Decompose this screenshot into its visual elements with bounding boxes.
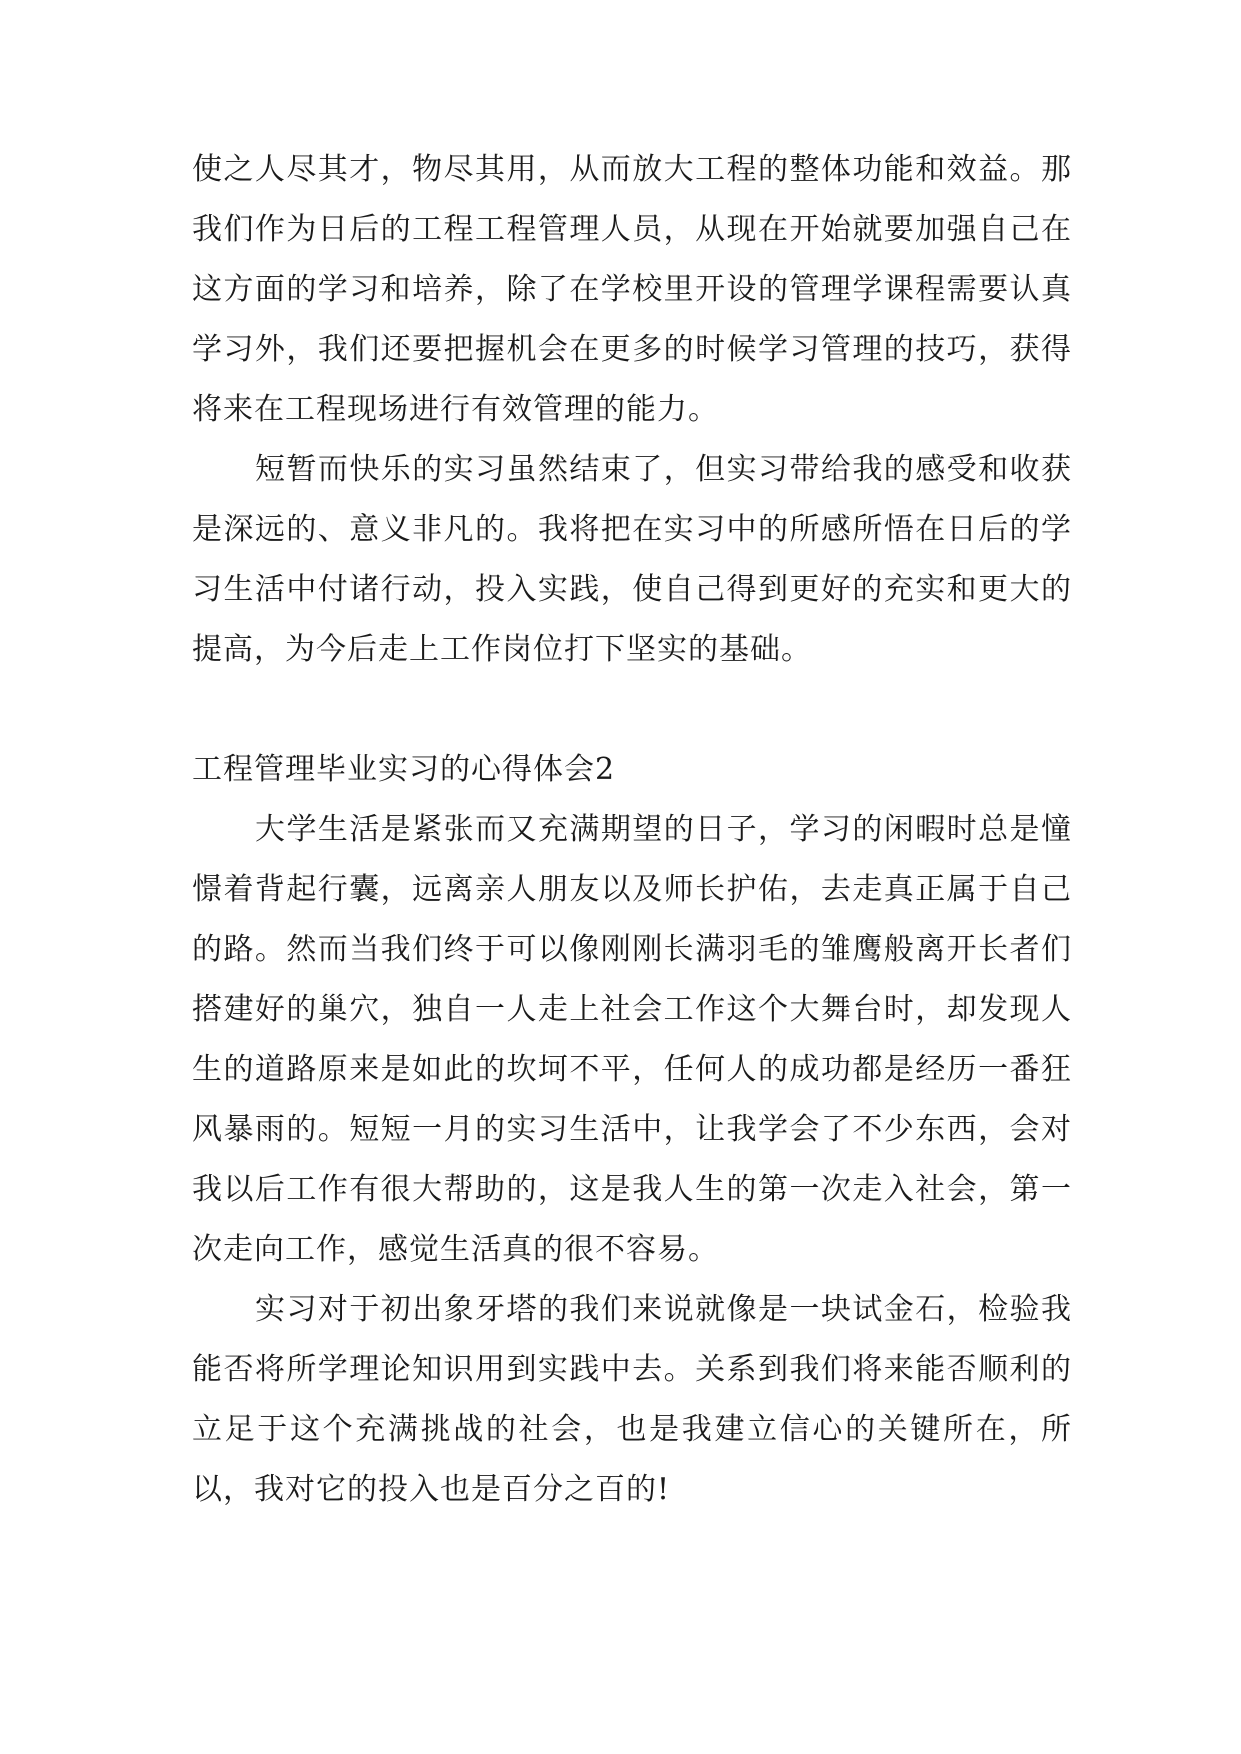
document-page	[192, 140, 1072, 1520]
section-paragraph-2: 实习对于初出象牙塔的我们来说就像是一块试金石，检验我能否将所学理论知识用到实践中去。关系到我们将来能否顺利的立足于这个充满挑战的社会，也是我建立信心的关键所在，所以，我对它的投入也是百分之百的!	[192, 1292, 1072, 1507]
continued-paragraph: 使之人尽其才，物尽其用，从而放大工程的整体功能和效益。那我们作为日后的工程工程管理人员，从现在开始就要加强自己在这方面的学习和培养，除了在学校里开设的管理学课程需要认真学习外，我们还要把握机会在更多的时候学习管理的技巧，获得将来在工程现场进行有效管理的能力。	[192, 152, 1072, 427]
section-paragraph-1: 大学生活是紧张而又充满期望的日子，学习的闲暇时总是憧憬着背起行囊，远离亲人朋友以及师长护佑，去走真正属于自己的路。然而当我们终于可以像刚刚长满羽毛的雏鹰般离开长者们搭建好的巢穴，独自一人走上社会工作这个大舞台时，却发现人生的道路原来是如此的坎坷不平，任何人的成功都是经历一番狂风暴雨的。短短一月的实习生活中，让我学会了不少东西，会对我以后工作有很大帮助的，这是我人生的第一次走入社会，第一次走向工作，感觉生活真的很不容易。	[192, 812, 1072, 1267]
closing-paragraph: 短暂而快乐的实习虽然结束了，但实习带给我的感受和收获是深远的、意义非凡的。我将把在实习中的所感所悟在日后的学习生活中付诸行动，投入实践，使自己得到更好的充实和更大的提高，为今后走上工作岗位打下坚实的基础。	[192, 452, 1072, 667]
section-title: 工程管理毕业实习的心得体会2	[192, 752, 616, 787]
